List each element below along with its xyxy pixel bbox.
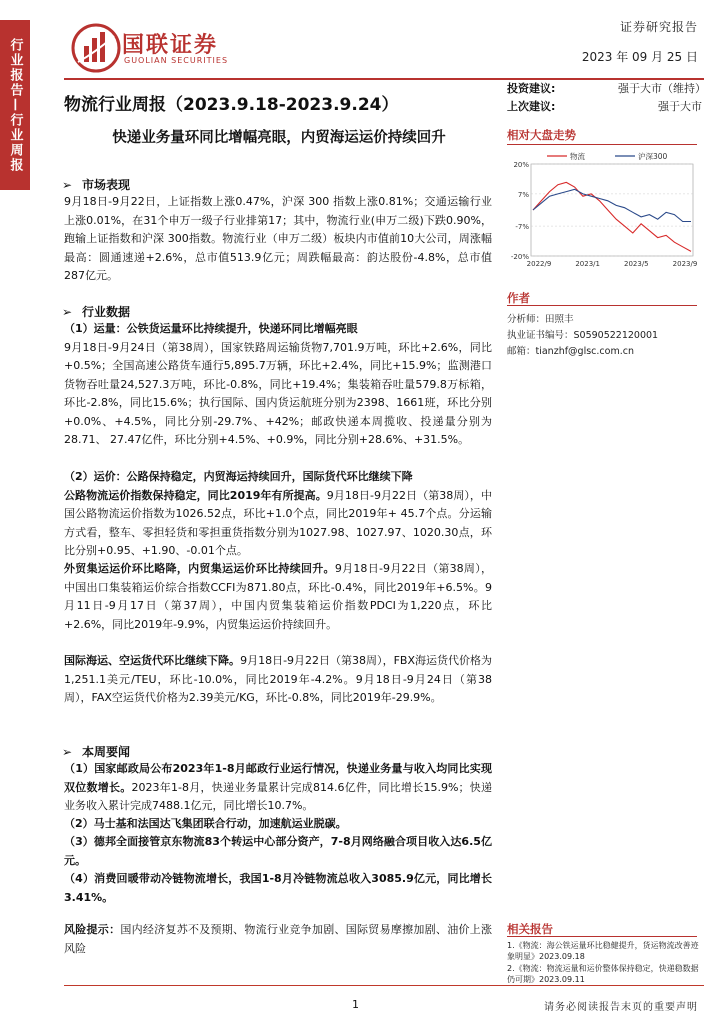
chart-legend-label: 沪深300 (638, 152, 668, 161)
risk-label: 风险提示： (64, 923, 121, 936)
news-item-4: （4）消费回暖带动冷链物流增长，我国1-8月冷链物流总收入3085.9亿元，同比增长3.41%。 (64, 872, 492, 904)
analyst-license: 执业证书编号：S0590522120001 (507, 330, 659, 341)
news-item-3: （3）德邦全面接管京东物流83个转运中心部分资产，7-8月网络融合项目收入达6.5亿元。 (64, 835, 492, 867)
invest-rating-label: 投资建议: (507, 82, 556, 95)
related-divider (507, 936, 697, 937)
container-price-lead: 外贸集运运价环比略降，内贸集运运价环比持续回升。 (64, 562, 335, 575)
news-item-1-heading: （1）国家邮政局公布2023年1-8月邮政行业运行情况，快递业务量与收入均同比实现双位数增长。 (64, 762, 492, 794)
market-summary: 9月18日-9月22日，上证指数上涨0.47%，沪深 300 指数上涨0.81%；交通运输行业上涨0.01%，在31个申万一级子行业排第17；其中，物流行业(申万二级)下跌0.90%，跑输上证指数和沪深 300指数。物流行业（申万二级）板块内市值前10大公司，周涨幅最高：圆通速递+2.6%，总市值513.9亿元；周跌幅最高：韵达股份-4.8%，总市值287亿元。 (64, 195, 492, 282)
forwarder-price-paragraph (64, 652, 492, 708)
industry-section-heading: ➢ 行业数据 (62, 305, 131, 319)
news-item-2: （2）马士基和法国达飞集团联合行动，加速航运业脱碳。 (64, 817, 347, 830)
chart-frame (531, 164, 693, 256)
chart-title-divider (507, 144, 697, 145)
chart-y-tick: 20% (513, 161, 529, 169)
guolian-logo-icon (70, 22, 122, 74)
price-paragraph (64, 468, 492, 561)
logo-name-en: GUOLIAN SECURITIES (124, 56, 229, 65)
market-section-heading: ➢ 市场表现 (62, 178, 131, 192)
chart-y-tick: 7% (517, 190, 529, 199)
analyst-name: 分析师：田照丰 (507, 314, 574, 325)
volume-paragraph (64, 320, 492, 450)
chart-x-tick: 2022/9 (526, 260, 552, 268)
logo-name-cn: 国联证券 (122, 33, 219, 58)
footer-divider (64, 985, 704, 986)
chart-y-tick: -7% (515, 223, 529, 232)
chart-legend-label: 物流 (570, 152, 585, 161)
price-heading: （2）运价：公路保持稳定，内贸海运持续回升，国际货代环比继续下降 (64, 470, 413, 483)
author-divider (507, 305, 697, 306)
relative-performance-chart (505, 148, 700, 273)
chart-x-tick: 2023/9 (672, 260, 698, 268)
risk-text: 国内经济复苏不及预期、物流行业竞争加剧、国际贸易摩擦加剧、油价上涨风险 (64, 923, 493, 955)
container-price-text: 9月18日-9月22日（第38周），中国出口集装箱运价综合指数CCFI为871.80点，环比-0.4%，同比2019年+6.5%。9月11日-9月17日（第37周），中国内贸集装箱运价指数PDCI为1,220点，环比+2.6%，同比2019年-9.9%，内贸集运运价持续回升。 (64, 562, 493, 631)
news-item-1 (64, 760, 492, 816)
volume-text: 9月18日-9月24日（第38周），国家铁路周运输货物7,701.9万吨，环比+2.6%，同比+0.5%；全国高速公路货车通行5,895.7万辆，环比+2.4%，同比+15.9%；监测港口货物吞吐量24,527.3万吨，环比-0.8%，同比+19.4%；集装箱吞吐量579.8万标箱，环比-2.8%，同比15.6%；执行国际、国内货运航班分别为2398、1661班，环比分别+0.0%、+4.5%，同比分别-29.7%、+42%；邮政快递本周揽收、投递量分别为28.71、 27.47亿件，环比分别+4.5%、+0.9%，同比分别+28.6%、+31.5%。 (64, 340, 492, 446)
footer-disclaimer: 请务必阅读报告末页的重要声明 (544, 1002, 698, 1013)
prev-rating-value: 强于大市 (658, 100, 702, 113)
risk-warning (64, 921, 492, 958)
related-reports-title: 相关报告 (507, 922, 553, 936)
road-price-lead: 公路物流运价指数保持稳定，同比2019年有所提高。 (64, 488, 327, 502)
forwarder-price-text: 9月18日-9月22日（第38周），FBX海运货代价格为1,251.1美元/TEU，环比-10.0%，同比2019年-4.2%。9月18日-9月24日（第38周），FAX空运货代价格为2.39美元/KG，环比-0.8%，同比2019年-29.9%。 (64, 654, 492, 704)
chart-y-tick: -20% (510, 253, 529, 261)
section-arrow-icon: ➢ (62, 305, 73, 319)
report-title: 物流行业周报（2023.9.18-2023.9.24） (64, 95, 399, 115)
prev-rating-label: 上次建议: (507, 100, 556, 113)
chart-section-title: 相对大盘走势 (507, 128, 576, 142)
container-price-paragraph (64, 560, 492, 634)
road-price-text: 9月18日-9月22日（第38周），中国公路物流运价指数为1026.52点，环比+1.0个点，同比2019年+ 45.7个点。分运输方式看，整车、零担轻货和零担重货指数分别为1027.98、1027.97、1020.30点，环比分别+0.95、+1.90、-0.01个点。 (64, 488, 492, 557)
analyst-email[interactable]: 邮箱：tianzhf@glsc.com.cn (507, 346, 634, 357)
chart-series-logistics (533, 182, 691, 251)
volume-heading: （1）运量：公铁货运量环比持续提升，快递环同比增幅亮眼 (64, 322, 358, 335)
related-report-2[interactable]: 2.《物流：物流运量和运价整体保持稳定，快递稳数据仍可期》2023.09.11 (507, 964, 699, 984)
report-subtitle: 快递业务量环同比增幅亮眼，内贸海运运价持续回升 (112, 130, 446, 146)
document-type: 证券研究报告 (619, 20, 698, 34)
report-category-text: 行业报告—行业周报 (7, 37, 23, 173)
chart-x-tick: 2023/5 (624, 260, 649, 268)
related-report-1[interactable]: 1.《物流：海公铁运量环比稳健提升，货运物流改善迹象明显》2023.09.18 (507, 941, 699, 961)
invest-rating-value: 强于大市（维持） (618, 82, 706, 95)
report-category-banner (0, 20, 30, 190)
news-item-1-text: 2023年1-8月，快递业务量累计完成814.6亿件，同比增长15.9%；快递业务收入累计完成7488.1亿元，同比增长10.7%。 (64, 780, 493, 812)
page-number: 1 (352, 998, 359, 1011)
header-divider (64, 78, 704, 80)
author-section-title: 作者 (507, 291, 530, 305)
forwarder-price-lead: 国际海运、空运货代环比继续下降。 (64, 654, 241, 667)
report-date: 2023 年 09 月 25 日 (581, 50, 698, 64)
section-arrow-icon: ➢ (62, 178, 73, 192)
news-section-heading: ➢ 本周要闻 (62, 745, 131, 759)
chart-x-tick: 2023/1 (575, 260, 600, 268)
section-arrow-icon: ➢ (62, 745, 73, 759)
